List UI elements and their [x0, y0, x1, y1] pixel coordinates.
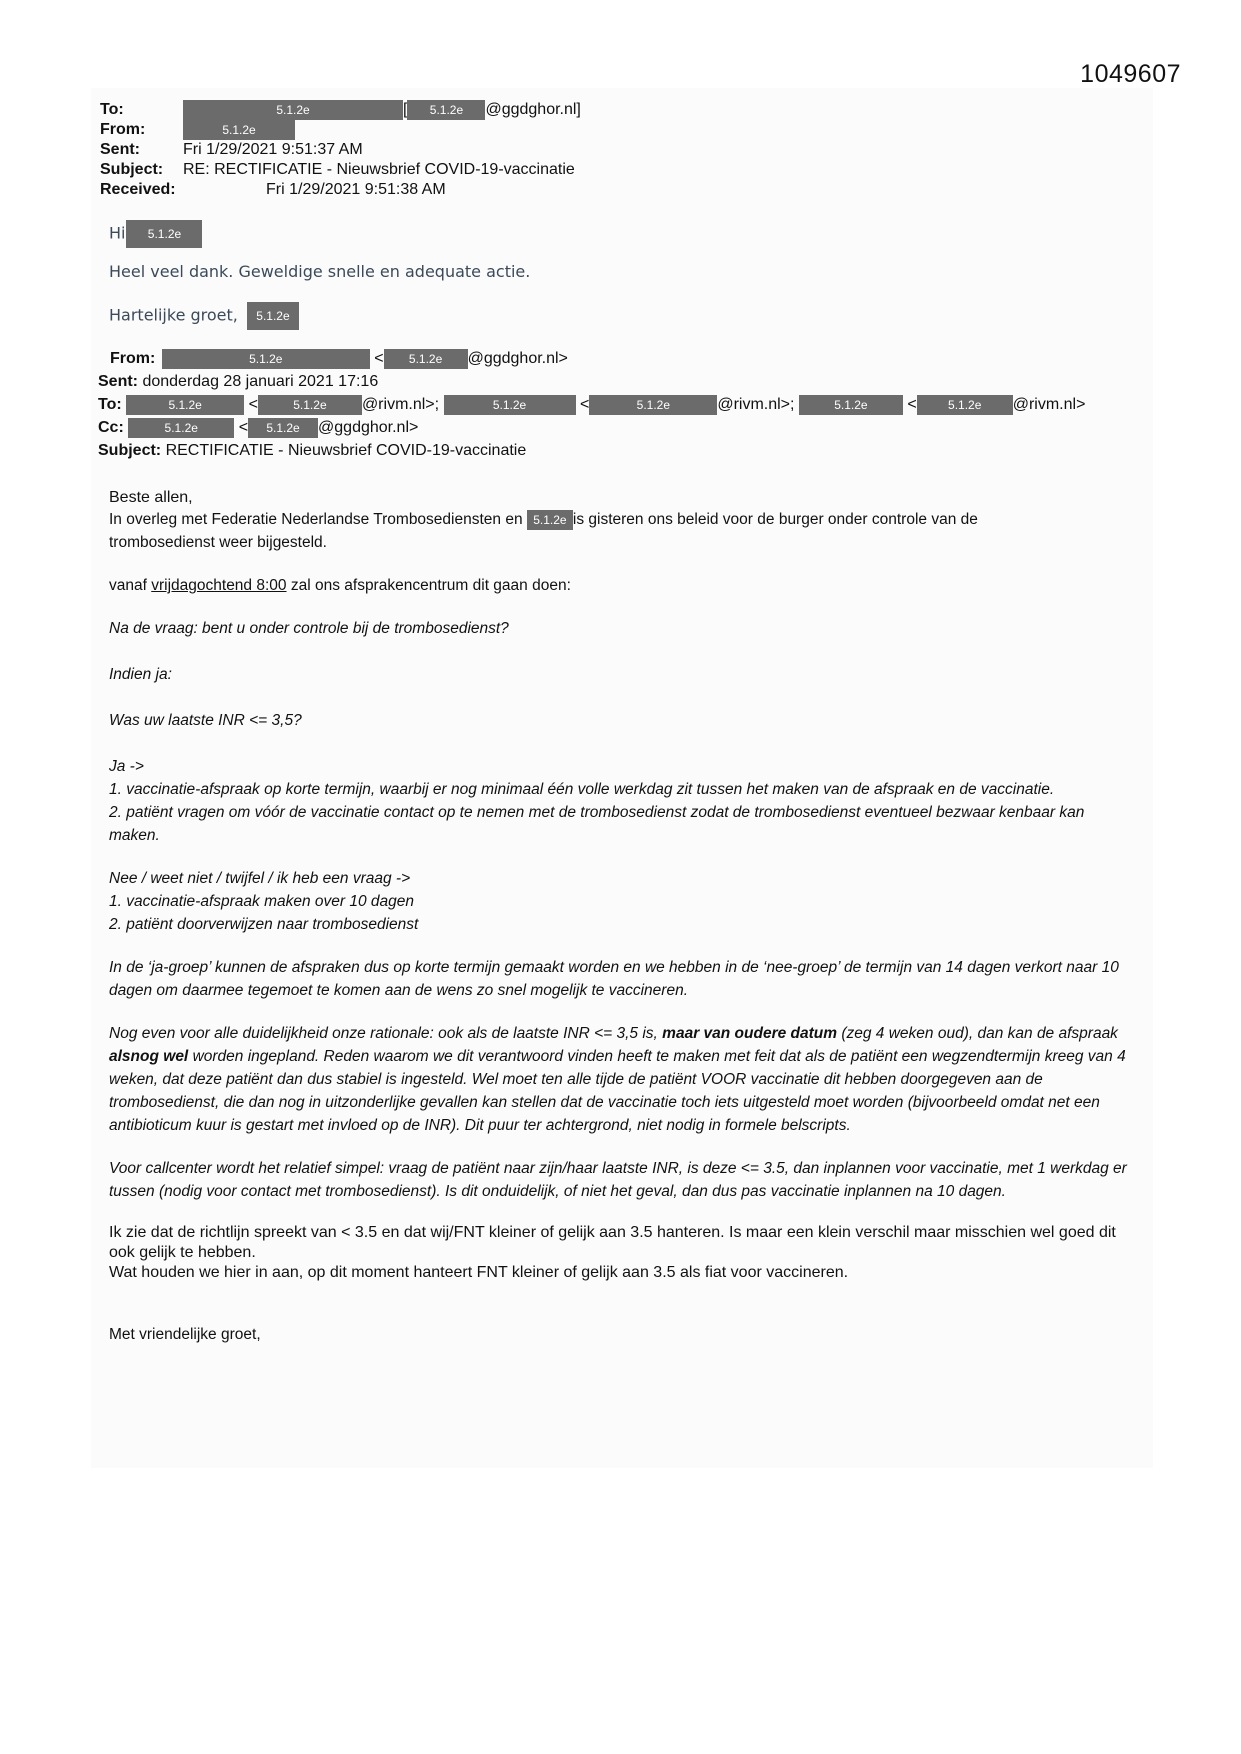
- from-label: From:: [100, 121, 146, 139]
- redaction: 5.1.2e: [799, 395, 903, 415]
- rationale-bold-d: alsnog wel: [109, 1048, 189, 1065]
- fwd-to-suffix-1: @rivm.nl>;: [361, 396, 440, 413]
- intro-text-a: In overleg met Federatie Nederlandse Trombosediensten en: [109, 511, 523, 528]
- groep-paragraph: In de ‘ja-groep’ kunnen de afspraken dus op korte termijn gemaakt worden en we hebben in de ‘nee-groep’ de termijn van 14 dagen verkort naar 10 dagen om daarmee tegemoet te komen aan de wens zo snel mogelijk te vaccineren.: [109, 959, 1119, 999]
- rationale-bold-b: maar van oudere datum: [662, 1025, 838, 1042]
- question-1: Na de vraag: bent u onder controle bij de trombosedienst?: [109, 620, 509, 637]
- sent-value: Fri 1/29/2021 9:51:37 AM: [183, 141, 363, 158]
- received-value: Fri 1/29/2021 9:51:38 AM: [266, 181, 446, 198]
- redaction: 5.1.2e: [444, 395, 576, 415]
- intro-text-b: is gisteren ons beleid voor de burger onder controle van de: [572, 511, 978, 528]
- redaction: 5.1.2e: [258, 395, 362, 415]
- reply-greeting-line: [109, 220, 202, 248]
- sent-label: Sent:: [100, 141, 140, 158]
- lt-symbol: <: [238, 419, 249, 436]
- redaction: 5.1.2e: [128, 418, 234, 438]
- redaction: 5.1.2e: [527, 510, 573, 530]
- reply-closing: Hartelijke groet,: [109, 305, 238, 325]
- subject-value: RE: RECTIFICATIE - Nieuwsbrief COVID-19-vaccinatie: [183, 161, 575, 178]
- question-2: Indien ja:: [109, 666, 172, 683]
- redaction: 5.1.2e: [126, 395, 244, 415]
- document-number: 1049607: [1080, 60, 1181, 88]
- fwd-from-label: From:: [110, 350, 156, 367]
- reply-thanks: Heel veel dank. Geweldige snelle en adequate actie.: [109, 262, 531, 281]
- nee-item-1: 1. vaccinatie-afspraak maken over 10 dagen: [109, 893, 415, 910]
- body-greeting: Beste allen,: [109, 489, 193, 506]
- body-vanaf: [109, 574, 1129, 597]
- richtlijn-paragraph-1: Ik zie dat de richtlijn spreekt van < 3.5 en dat wij/FNT kleiner of gelijk aan 3.5 hanteren. Is maar een klein verschil maar misschien wel goed dit ook gelijk te hebben.: [109, 1224, 1116, 1261]
- email-header: [100, 100, 581, 200]
- forwarded-header: [98, 347, 1085, 462]
- fwd-sent-value: donderdag 28 januari 2021 17:16: [142, 373, 379, 390]
- ja-heading: Ja ->: [109, 758, 144, 775]
- to-bracket: [: [403, 101, 408, 119]
- fwd-cc-suffix: @ggdghor.nl>: [318, 419, 419, 436]
- redaction: 5.1.2e: [407, 100, 485, 120]
- body-closing: Met vriendelijke groet,: [109, 1326, 261, 1343]
- redaction: 5.1.2e: [162, 349, 370, 369]
- redaction: 5.1.2e: [183, 120, 295, 140]
- fwd-sent-label: Sent:: [98, 373, 138, 390]
- rationale-a: Nog even voor alle duidelijkheid onze rationale: ook als de laatste INR <= 3,5 is,: [109, 1025, 658, 1042]
- reply-closing-line: [109, 302, 299, 330]
- vanaf-text-b: zal ons afsprakencentrum dit gaan doen:: [290, 577, 571, 594]
- fwd-to-suffix-2: @rivm.nl>;: [717, 396, 795, 413]
- fwd-to-suffix-3: @rivm.nl>: [1012, 396, 1086, 413]
- richtlijn-paragraph-2: Wat houden we hier in aan, op dit moment hanteert FNT kleiner of gelijk aan 3.5 als fiat voor vaccineren.: [109, 1264, 849, 1281]
- fwd-subject-value: RECTIFICATIE - Nieuwsbrief COVID-19-vaccinatie: [165, 442, 527, 459]
- redaction: 5.1.2e: [126, 220, 202, 248]
- body-intro: [109, 508, 1129, 554]
- subject-label: Subject:: [100, 161, 164, 178]
- nee-item-2: 2. patiënt doorverwijzen naar trombosedienst: [109, 916, 419, 933]
- question-3: Was uw laatste INR <= 3,5?: [109, 712, 302, 729]
- received-label: Received:: [100, 181, 176, 198]
- vanaf-text-a: vanaf: [109, 577, 147, 594]
- ja-item-2: 2. patiënt vragen om vóór de vaccinatie contact op te nemen met de trombosedienst zodat de trombosedienst eventueel bezwaar kenbaar kan maken.: [109, 804, 1085, 844]
- intro-text-c: trombosedienst weer bijgesteld.: [109, 534, 327, 551]
- vanaf-underlined: vrijdagochtend 8:00: [151, 577, 287, 594]
- nee-heading: Nee / weet niet / twijfel / ik heb een vraag ->: [109, 870, 411, 887]
- redaction: 5.1.2e: [248, 418, 318, 438]
- to-label: To:: [100, 101, 124, 119]
- fwd-to-label: To:: [98, 396, 122, 413]
- redaction: 5.1.2e: [183, 100, 403, 120]
- fwd-cc-label: Cc:: [98, 419, 124, 436]
- redaction: 5.1.2e: [917, 395, 1013, 415]
- ja-item-1: 1. vaccinatie-afspraak op korte termijn, waarbij er nog minimaal één volle werkdag zit tussen het maken van de afspraak en de vaccinatie.: [109, 781, 1055, 798]
- rationale-c: (zeg 4 weken oud), dan kan de afspraak: [841, 1025, 1118, 1042]
- fwd-subject-label: Subject:: [98, 442, 162, 459]
- lt-symbol: <: [579, 396, 590, 413]
- callcenter-paragraph: Voor callcenter wordt het relatief simpel: vraag de patiënt naar zijn/haar laatste INR, is deze <= 3.5, dan inplannen voor vaccinatie, met 1 werkdag er tussen (nodig voor contact met trombosedienst). Is dit onduidelijk, of niet het geval, dan dus pas vaccinatie inplannen na 10 dagen.: [109, 1160, 1127, 1200]
- reply-greeting: Hi: [109, 223, 126, 243]
- rationale-paragraph: [109, 1022, 1129, 1137]
- lt-symbol: <: [248, 396, 258, 413]
- lt-symbol: <: [907, 396, 917, 413]
- to-address-suffix: @ggdghor.nl]: [485, 101, 581, 119]
- redaction: 5.1.2e: [247, 302, 299, 330]
- lt-symbol: <: [374, 350, 384, 367]
- message-body: [109, 488, 1129, 1346]
- redaction: 5.1.2e: [589, 395, 717, 415]
- fwd-from-suffix: @ggdghor.nl>: [467, 350, 568, 367]
- redaction: 5.1.2e: [384, 349, 468, 369]
- rationale-e: worden ingepland. Reden waarom we dit verantwoord vinden heeft te maken met feit dat als de patiënt een wegzendtermijn kreeg van 4 weken, dat deze patiënt dan dus stabiel is ingesteld. Wel moet ten alle tijde de patiënt VOOR vaccinatie dit hebben doorgegeven aan de trombosedienst, die dan nog in uitzonderlijke gevallen kan stellen dat de vaccinatie toch iets uitgesteld moet worden (bijvoorbeeld omdat net een antibioticum kuur is gestart met invloed op de INR). Dit puur ter achtergrond, niet nodig in formele belscripts.: [109, 1048, 1126, 1134]
